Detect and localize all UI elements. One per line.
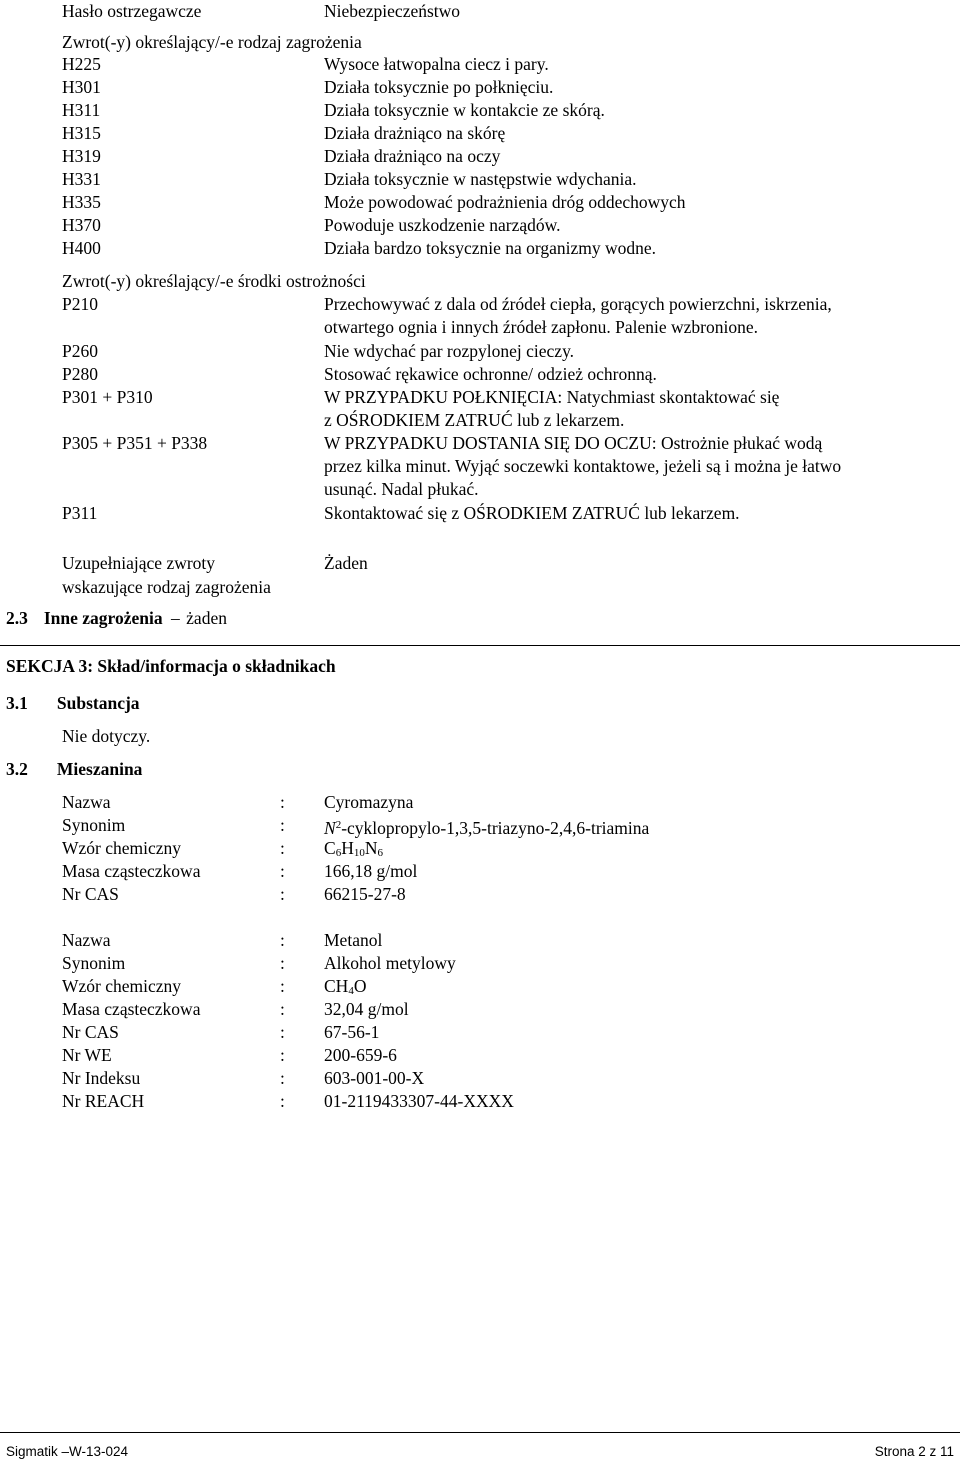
field-label: Masa cząsteczkowa: [62, 999, 201, 1019]
hazard-code: H225: [62, 54, 101, 74]
supplementary-label-line2: wskazujące rodzaj zagrożenia: [62, 577, 271, 597]
precaution-text-line: Stosować rękawice ochronne/ odzież ochronną.: [324, 364, 657, 384]
field-value: Metanol: [324, 930, 383, 950]
field-label: Nazwa: [62, 792, 111, 812]
field-value: 01-2119433307-44-XXXX: [324, 1091, 514, 1111]
formula-subscript: 4: [348, 985, 354, 997]
synonym-prefix: N: [324, 818, 336, 838]
precaution-text-line: usunąć. Nadal płukać.: [324, 479, 479, 499]
colon: :: [280, 815, 285, 835]
field-label: Nr CAS: [62, 884, 119, 904]
hazard-code: H331: [62, 169, 101, 189]
hazard-code: H370: [62, 215, 101, 235]
signal-word-value: Niebezpieczeństwo: [324, 1, 461, 21]
hazard-code: H315: [62, 123, 101, 143]
field-value: 603-001-00-X: [324, 1068, 425, 1088]
subsection-title: Substancja: [56, 693, 140, 713]
field-value: Cyromazyna: [324, 792, 414, 812]
precaution-text-line: W PRZYPADKU POŁKNIĘCIA: Natychmiast skontaktować się: [324, 387, 780, 407]
hazard-text: Powoduje uszkodzenie narządów.: [324, 215, 561, 235]
colon: :: [280, 1091, 285, 1111]
colon: :: [280, 930, 285, 950]
subsection-number: 3.1: [6, 693, 28, 713]
colon: :: [280, 976, 285, 996]
hazard-heading: Zwrot(-y) określający/-e rodzaj zagrożenia: [62, 32, 362, 52]
field-label: Nr Indeksu: [62, 1068, 141, 1088]
precaution-text-line: otwartego ognia i innych źródeł zapłonu. Palenie wzbronione.: [324, 317, 758, 337]
subsection-number: 3.2: [6, 759, 28, 779]
supplementary-value: Żaden: [324, 553, 368, 573]
precaution-code: P301 + P310: [62, 387, 153, 407]
field-label: Nazwa: [62, 930, 111, 950]
substance-note: Nie dotyczy.: [62, 726, 151, 746]
footer-document-id: Sigmatik –W-13-024: [6, 1444, 129, 1459]
colon: :: [280, 792, 285, 812]
field-value: 32,04 g/mol: [324, 999, 409, 1019]
field-value: 166,18 g/mol: [324, 861, 418, 881]
hazard-code: H319: [62, 146, 101, 166]
section-number: 2.3: [6, 608, 28, 628]
synonym-text: -cyklopropylo-1,3,5-triazyno-2,4,6-triamina: [341, 818, 650, 838]
colon: :: [280, 1045, 285, 1065]
hazard-text: Działa drażniąco na oczy: [324, 146, 501, 166]
field-label: Nr REACH: [62, 1091, 145, 1111]
signal-word-label: Hasło ostrzegawcze: [62, 1, 202, 21]
field-label: Masa cząsteczkowa: [62, 861, 201, 881]
colon: :: [280, 1068, 285, 1088]
section-value: żaden: [186, 608, 227, 628]
hazard-text: Działa bardzo toksycznie na organizmy wodne.: [324, 238, 657, 258]
field-value: [324, 814, 649, 839]
subsection-title: Mieszanina: [56, 759, 143, 779]
colon: :: [280, 884, 285, 904]
precaution-text-line: przez kilka minut. Wyjąć soczewki kontaktowe, jeżeli są i można je łatwo: [324, 456, 842, 476]
precaution-code: P305 + P351 + P338: [62, 433, 208, 453]
formula-element: CH: [324, 976, 349, 996]
subsection-3-1: [6, 692, 140, 714]
colon: :: [280, 1022, 285, 1042]
precaution-heading: Zwrot(-y) określający/-e środki ostrożności: [62, 271, 366, 291]
field-label: Wzór chemiczny: [62, 976, 182, 996]
hazard-text: Działa toksycznie w kontakcie ze skórą.: [324, 100, 605, 120]
precaution-code: P280: [62, 364, 98, 384]
hazard-text: Działa drażniąco na skórę: [324, 123, 506, 143]
hazard-text: Działa toksycznie po połknięciu.: [324, 77, 554, 97]
formula-element: H: [341, 838, 354, 858]
precaution-code: P210: [62, 294, 98, 314]
field-label: Nr WE: [62, 1045, 112, 1065]
section-3-title: SEKCJA 3: Skład/informacja o składnikach: [6, 656, 336, 676]
precaution-code: P311: [62, 503, 98, 523]
footer-page-number: Strona 2 z 11: [874, 1444, 954, 1459]
precaution-text-line: z OŚRODKIEM ZATRUĆ lub z lekarzem.: [324, 410, 625, 430]
precaution-code: P260: [62, 341, 98, 361]
section-divider: [0, 645, 960, 646]
field-label: Synonim: [62, 953, 126, 973]
precaution-text-line: Przechowywać z dala od źródeł ciepła, gorących powierzchni, iskrzenia,: [324, 294, 832, 314]
field-value: 200-659-6: [324, 1045, 397, 1065]
formula-element: C: [324, 838, 336, 858]
dash: –: [171, 608, 180, 628]
formula-element: O: [353, 976, 367, 996]
colon: :: [280, 953, 285, 973]
hazard-code: H400: [62, 238, 101, 258]
formula-element: N: [364, 838, 378, 858]
synonym-superscript: 2: [335, 819, 342, 831]
hazard-code: H301: [62, 77, 101, 97]
hazard-code: H335: [62, 192, 101, 212]
field-value: Alkohol metylowy: [324, 953, 456, 973]
hazard-text: Działa toksycznie w następstwie wdychania.: [324, 169, 637, 189]
field-label: Synonim: [62, 815, 126, 835]
section-title: Inne zagrożenia: [43, 608, 163, 628]
field-label: Nr CAS: [62, 1022, 119, 1042]
section-2-3: [6, 607, 227, 629]
hazard-text: Wysoce łatwopalna ciecz i pary.: [324, 54, 549, 74]
formula-subscript: 6: [377, 847, 383, 859]
field-value: 67-56-1: [324, 1022, 380, 1042]
colon: :: [280, 838, 285, 858]
field-value: 66215-27-8: [324, 884, 406, 904]
field-label: Wzór chemiczny: [62, 838, 182, 858]
precaution-text-line: Skontaktować się z OŚRODKIEM ZATRUĆ lub lekarzem.: [324, 503, 740, 523]
hazard-code: H311: [62, 100, 101, 120]
colon: :: [280, 861, 285, 881]
colon: :: [280, 999, 285, 1019]
subsection-3-2: [6, 758, 142, 780]
supplementary-label: Uzupełniające zwroty: [62, 553, 216, 573]
formula-subscript: 10: [353, 847, 365, 859]
footer-divider: [0, 1432, 960, 1433]
precaution-text-line: W PRZYPADKU DOSTANIA SIĘ DO OCZU: Ostrożnie płukać wodą: [324, 433, 823, 453]
precaution-text-line: Nie wdychać par rozpylonej cieczy.: [324, 341, 575, 361]
formula-subscript: 6: [335, 847, 342, 859]
hazard-text: Może powodować podrażnienia dróg oddechowych: [324, 192, 686, 212]
